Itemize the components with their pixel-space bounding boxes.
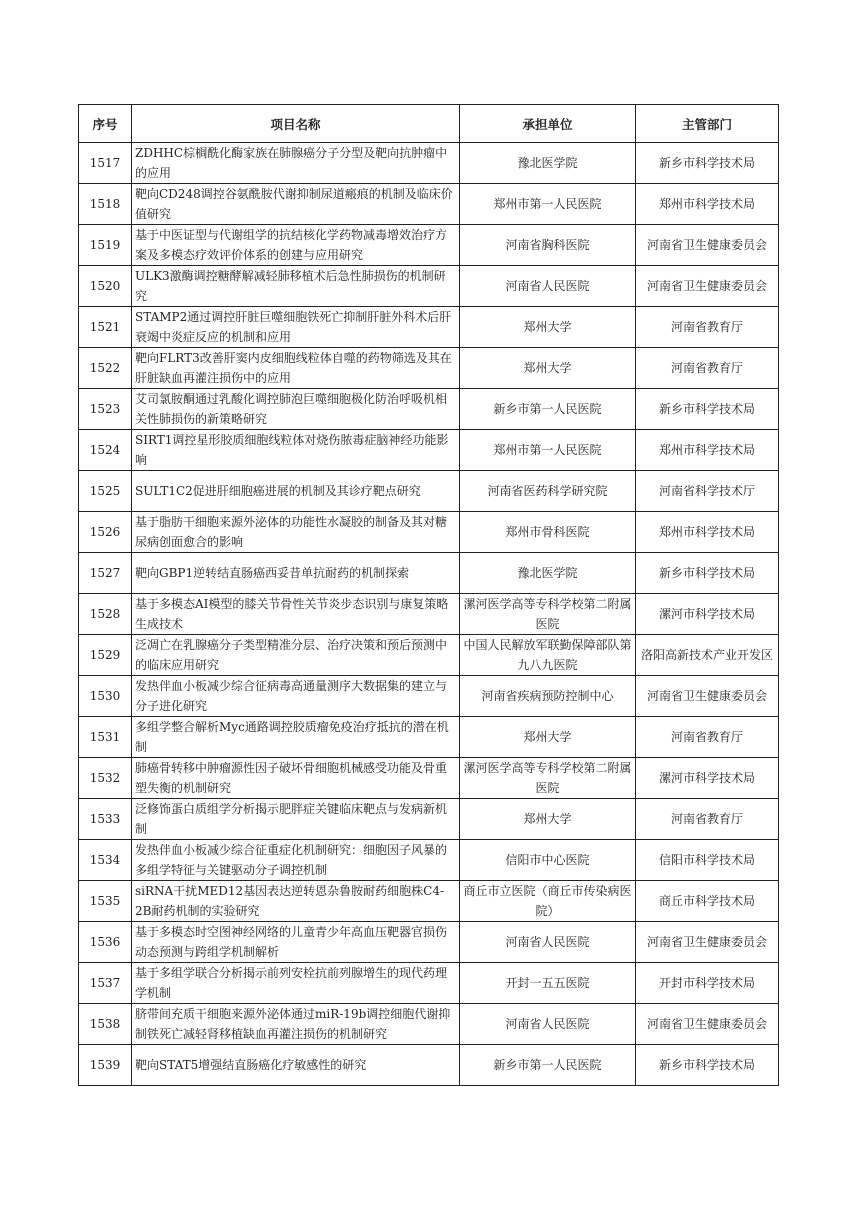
cell-undertaking-unit: 河南省医药科学研究院 xyxy=(460,471,636,512)
table-row xyxy=(79,963,779,1004)
cell-index: 1530 xyxy=(79,676,132,717)
cell-project-name: 肺癌骨转移中肿瘤源性因子破坏骨细胞机械感受功能及骨重塑失衡的机制研究 xyxy=(132,758,460,799)
cell-index: 1536 xyxy=(79,922,132,963)
cell-undertaking-unit: 漯河医学高等专科学校第二附属医院 xyxy=(460,758,636,799)
cell-supervising-dept: 新乡市科学技术局 xyxy=(636,143,779,184)
cell-project-name: ULK3激酶调控糖酵解减轻肺移植术后急性肺损伤的机制研究 xyxy=(132,266,460,307)
cell-index: 1526 xyxy=(79,512,132,553)
table-row xyxy=(79,553,779,594)
cell-index: 1519 xyxy=(79,225,132,266)
cell-undertaking-unit: 郑州市第一人民医院 xyxy=(460,184,636,225)
cell-index: 1529 xyxy=(79,635,132,676)
cell-supervising-dept: 信阳市科学技术局 xyxy=(636,840,779,881)
cell-supervising-dept: 新乡市科学技术局 xyxy=(636,553,779,594)
cell-undertaking-unit: 商丘市立医院（商丘市传染病医院） xyxy=(460,881,636,922)
cell-supervising-dept: 河南省教育厅 xyxy=(636,799,779,840)
cell-index: 1520 xyxy=(79,266,132,307)
cell-index: 1538 xyxy=(79,1004,132,1045)
table-row xyxy=(79,225,779,266)
cell-supervising-dept: 河南省卫生健康委员会 xyxy=(636,922,779,963)
table-row xyxy=(79,143,779,184)
cell-index: 1521 xyxy=(79,307,132,348)
table-header-row xyxy=(79,105,779,143)
header-project-name: 项目名称 xyxy=(132,105,460,143)
table-row xyxy=(79,758,779,799)
cell-supervising-dept: 郑州市科学技术局 xyxy=(636,184,779,225)
cell-project-name: 靶向GBP1逆转结直肠癌西妥昔单抗耐药的机制探索 xyxy=(132,553,460,594)
table-row xyxy=(79,840,779,881)
cell-undertaking-unit: 河南省人民医院 xyxy=(460,266,636,307)
cell-undertaking-unit: 漯河医学高等专科学校第二附属医院 xyxy=(460,594,636,635)
table-row xyxy=(79,717,779,758)
cell-undertaking-unit: 郑州大学 xyxy=(460,348,636,389)
cell-undertaking-unit: 郑州市第一人民医院 xyxy=(460,430,636,471)
cell-project-name: 基于多组学联合分析揭示前列安栓抗前列腺增生的现代药理学机制 xyxy=(132,963,460,1004)
cell-supervising-dept: 河南省卫生健康委员会 xyxy=(636,1004,779,1045)
cell-project-name: siRNA干扰MED12基因表达逆转恩杂鲁胺耐药细胞株C4-2B耐药机制的实验研究 xyxy=(132,881,460,922)
table-row xyxy=(79,348,779,389)
cell-index: 1524 xyxy=(79,430,132,471)
table-row xyxy=(79,922,779,963)
cell-supervising-dept: 新乡市科学技术局 xyxy=(636,389,779,430)
cell-index: 1532 xyxy=(79,758,132,799)
cell-supervising-dept: 郑州市科学技术局 xyxy=(636,430,779,471)
cell-index: 1537 xyxy=(79,963,132,1004)
cell-supervising-dept: 河南省卫生健康委员会 xyxy=(636,225,779,266)
cell-undertaking-unit: 中国人民解放军联勤保障部队第九八九医院 xyxy=(460,635,636,676)
cell-project-name: 基于多模态AI模型的膝关节骨性关节炎步态识别与康复策略生成技术 xyxy=(132,594,460,635)
cell-supervising-dept: 开封市科学技术局 xyxy=(636,963,779,1004)
cell-undertaking-unit: 郑州大学 xyxy=(460,307,636,348)
cell-undertaking-unit: 新乡市第一人民医院 xyxy=(460,389,636,430)
table-row xyxy=(79,635,779,676)
cell-undertaking-unit: 郑州大学 xyxy=(460,717,636,758)
cell-project-name: 发热伴血小板减少综合征病毒高通量测序大数据集的建立与分子进化研究 xyxy=(132,676,460,717)
cell-supervising-dept: 河南省卫生健康委员会 xyxy=(636,676,779,717)
cell-index: 1517 xyxy=(79,143,132,184)
cell-index: 1523 xyxy=(79,389,132,430)
cell-project-name: 基于脂肪干细胞来源外泌体的功能性水凝胶的制备及其对糖尿病创面愈合的影响 xyxy=(132,512,460,553)
cell-undertaking-unit: 郑州大学 xyxy=(460,799,636,840)
cell-project-name: 发热伴血小板减少综合征重症化机制研究：细胞因子风暴的多组学特征与关键驱动分子调控机制 xyxy=(132,840,460,881)
cell-undertaking-unit: 豫北医学院 xyxy=(460,553,636,594)
cell-project-name: SIRT1调控星形胶质细胞线粒体对烧伤脓毒症脑神经功能影响 xyxy=(132,430,460,471)
table-row xyxy=(79,430,779,471)
cell-project-name: 基于多模态时空图神经网络的儿童青少年高血压靶器官损伤动态预测与跨组学机制解析 xyxy=(132,922,460,963)
cell-project-name: 脐带间充质干细胞来源外泌体通过miR-19b调控细胞代谢抑制铁死亡减轻肾移植缺血再灌注损伤的机制研究 xyxy=(132,1004,460,1045)
table-row xyxy=(79,1045,779,1086)
cell-supervising-dept: 新乡市科学技术局 xyxy=(636,1045,779,1086)
cell-undertaking-unit: 河南省胸科医院 xyxy=(460,225,636,266)
cell-project-name: SULT1C2促进肝细胞癌进展的机制及其诊疗靶点研究 xyxy=(132,471,460,512)
cell-supervising-dept: 洛阳高新技术产业开发区 xyxy=(636,635,779,676)
table-row xyxy=(79,512,779,553)
table-row xyxy=(79,266,779,307)
cell-supervising-dept: 漯河市科学技术局 xyxy=(636,758,779,799)
cell-undertaking-unit: 郑州市骨科医院 xyxy=(460,512,636,553)
header-index: 序号 xyxy=(79,105,132,143)
cell-project-name: 靶向STAT5增强结直肠癌化疗敏感性的研究 xyxy=(132,1045,460,1086)
cell-index: 1522 xyxy=(79,348,132,389)
table-row xyxy=(79,594,779,635)
cell-supervising-dept: 商丘市科学技术局 xyxy=(636,881,779,922)
table-row xyxy=(79,389,779,430)
cell-supervising-dept: 漯河市科学技术局 xyxy=(636,594,779,635)
cell-project-name: 靶向CD248调控谷氨酰胺代谢抑制尿道瘢痕的机制及临床价值研究 xyxy=(132,184,460,225)
cell-undertaking-unit: 河南省人民医院 xyxy=(460,1004,636,1045)
table-row xyxy=(79,307,779,348)
cell-index: 1525 xyxy=(79,471,132,512)
table-row xyxy=(79,471,779,512)
cell-project-name: 艾司氯胺酮通过乳酸化调控肺泡巨噬细胞极化防治呼吸机相关性肺损伤的新策略研究 xyxy=(132,389,460,430)
cell-index: 1527 xyxy=(79,553,132,594)
cell-supervising-dept: 郑州市科学技术局 xyxy=(636,512,779,553)
cell-index: 1535 xyxy=(79,881,132,922)
header-supervising-dept: 主管部门 xyxy=(636,105,779,143)
cell-supervising-dept: 河南省科学技术厅 xyxy=(636,471,779,512)
cell-index: 1528 xyxy=(79,594,132,635)
cell-project-name: 泛凋亡在乳腺癌分子类型精准分层、治疗决策和预后预测中的临床应用研究 xyxy=(132,635,460,676)
cell-supervising-dept: 河南省卫生健康委员会 xyxy=(636,266,779,307)
cell-undertaking-unit: 信阳市中心医院 xyxy=(460,840,636,881)
cell-index: 1531 xyxy=(79,717,132,758)
cell-project-name: ZDHHC棕榈酰化酶家族在肺腺癌分子分型及靶向抗肿瘤中的应用 xyxy=(132,143,460,184)
project-table xyxy=(78,104,779,1086)
table-row xyxy=(79,881,779,922)
table-row xyxy=(79,184,779,225)
cell-project-name: 靶向FLRT3改善肝窦内皮细胞线粒体自噬的药物筛选及其在肝脏缺血再灌注损伤中的应用 xyxy=(132,348,460,389)
cell-project-name: 泛修饰蛋白质组学分析揭示肥胖症关键临床靶点与发病新机制 xyxy=(132,799,460,840)
cell-index: 1534 xyxy=(79,840,132,881)
cell-undertaking-unit: 开封一五五医院 xyxy=(460,963,636,1004)
cell-undertaking-unit: 豫北医学院 xyxy=(460,143,636,184)
cell-undertaking-unit: 河南省疾病预防控制中心 xyxy=(460,676,636,717)
cell-supervising-dept: 河南省教育厅 xyxy=(636,307,779,348)
table-row xyxy=(79,1004,779,1045)
cell-index: 1539 xyxy=(79,1045,132,1086)
cell-project-name: 基于中医证型与代谢组学的抗结核化学药物减毒增效治疗方案及多模态疗效评价体系的创建与应用研究 xyxy=(132,225,460,266)
cell-undertaking-unit: 新乡市第一人民医院 xyxy=(460,1045,636,1086)
cell-project-name: STAMP2通过调控肝脏巨噬细胞铁死亡抑制肝脏外科术后肝衰竭中炎症反应的机制和应用 xyxy=(132,307,460,348)
header-undertaking-unit: 承担单位 xyxy=(460,105,636,143)
cell-project-name: 多组学整合解析Myc通路调控胶质瘤免疫治疗抵抗的潜在机制 xyxy=(132,717,460,758)
cell-undertaking-unit: 河南省人民医院 xyxy=(460,922,636,963)
cell-supervising-dept: 河南省教育厅 xyxy=(636,348,779,389)
table-row xyxy=(79,799,779,840)
cell-index: 1518 xyxy=(79,184,132,225)
table-row xyxy=(79,676,779,717)
cell-supervising-dept: 河南省教育厅 xyxy=(636,717,779,758)
cell-index: 1533 xyxy=(79,799,132,840)
